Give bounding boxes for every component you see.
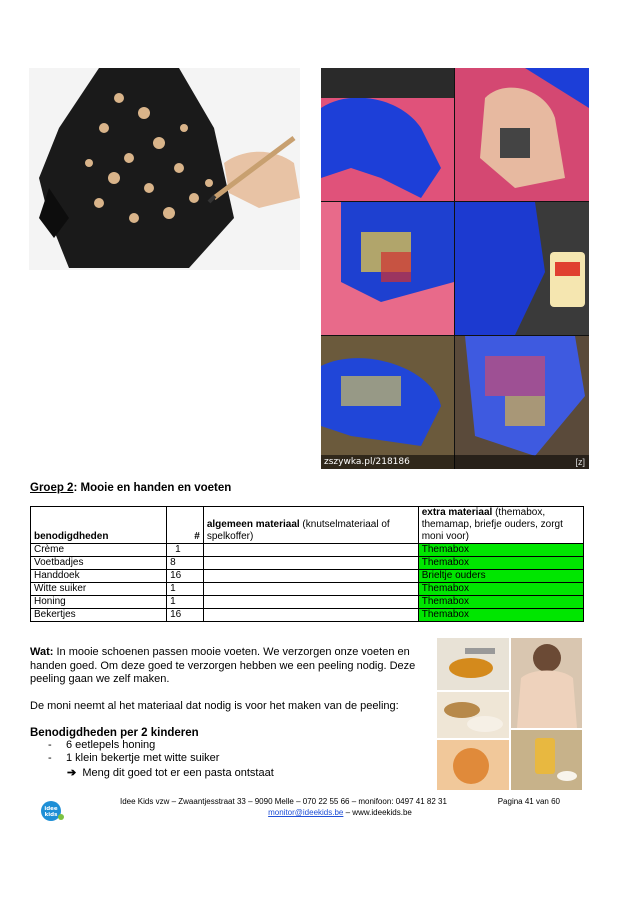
collage-corner-mark: [z] <box>575 457 585 467</box>
svg-text:kids: kids <box>44 812 58 818</box>
header-benodigdheden: benodigdheden <box>31 507 167 544</box>
collage-tile <box>455 336 589 469</box>
instruction-line: ➔ Meng dit goed tot er een pasta ontstaat <box>67 767 274 779</box>
collage-tile <box>455 202 589 335</box>
table-row: Honing 1 Themabox <box>31 596 584 609</box>
idee-kids-logo <box>39 801 65 821</box>
wat-paragraph: Wat: In mooie schoenen passen mooie voeten. We verzorgen onze voeten en handen goed. Om deze goed te verzorgen hebben we een peeling nodig. Deze peeling gaan we zelf maken. <box>30 646 416 685</box>
list-item: - 1 klein bekertje met witte suiker <box>48 752 220 764</box>
boot-painting-photo <box>29 68 300 270</box>
header-general-material: algemeen materiaal (knutselmateriaal of spelkoffer) <box>203 507 418 544</box>
section-title: Groep 2: Mooie en handen en voeten <box>30 482 232 494</box>
header-count: # <box>167 507 204 544</box>
collage-tile <box>321 336 454 469</box>
arrow-right-icon: ➔ <box>67 767 83 779</box>
page-footer <box>120 797 560 817</box>
materials-table <box>30 506 584 622</box>
table-row: Voetbadjes 8 Themabox <box>31 557 584 570</box>
supplies-heading: Benodigdheden per 2 kinderen <box>30 727 199 739</box>
peeling-photos <box>437 638 582 790</box>
collage-tile <box>455 68 589 201</box>
moni-paragraph: De moni neemt al het materiaal dat nodig is voor het maken van de peeling: <box>30 700 399 712</box>
list-item: - 6 eetlepels honing <box>48 739 156 751</box>
table-row: Bekertjes 16 Themabox <box>31 609 584 622</box>
table-row: Witte suiker 1 Themabox <box>31 583 584 596</box>
footer-address: Idee Kids vzw – Zwaantjesstraat 33 – 9090 Melle – 070 22 55 66 – monifoon: 0497 41 82 31 <box>120 797 447 806</box>
table-row: Crème 1 Themabox <box>31 544 584 557</box>
collage-tile <box>321 202 454 335</box>
shoe-collage-photo <box>321 68 589 469</box>
page-number: Pagina 41 van 60 <box>497 797 560 806</box>
email-link[interactable]: monitor@ideekids.be <box>268 808 344 817</box>
table-row: Handdoek 16 Brieltje ouders <box>31 570 584 583</box>
section-title-link: Groep 2 <box>30 482 74 494</box>
header-extra-material: extra materiaal (themabox, themamap, briefje ouders, zorgt moni voor) <box>418 507 583 544</box>
table-header-row <box>31 507 584 544</box>
collage-tile <box>321 68 454 201</box>
collage-watermark: zszywka.pl/218186 <box>324 457 410 467</box>
footer-contact: monitor@ideekids.be – www.ideekids.be <box>268 808 412 817</box>
svg-text:idee: idee <box>44 806 58 812</box>
